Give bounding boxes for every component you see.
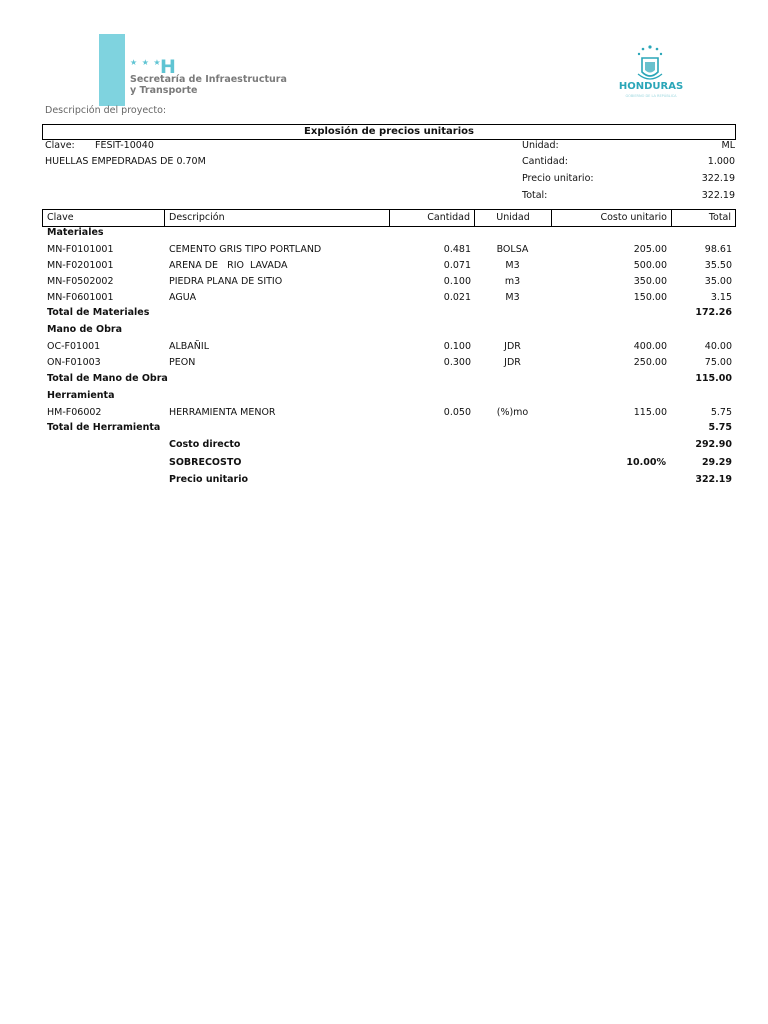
clave-label: Clave: [45, 140, 75, 151]
table-row [0, 406, 768, 420]
col-unidad: Unidad [475, 210, 552, 226]
row-total: 35.50 [704, 260, 732, 271]
sobrecosto-label: SOBRECOSTO [169, 457, 242, 468]
summary-sobrecosto [0, 456, 768, 470]
costo-directo-value: 292.90 [695, 439, 732, 450]
section-title: Materiales [47, 227, 104, 238]
section-total-row [0, 421, 768, 435]
logo-bar [99, 34, 125, 106]
cantidad-value: 1.000 [707, 156, 735, 167]
row-unidad: M3 [505, 260, 520, 271]
costo-directo-label: Costo directo [169, 439, 241, 450]
row-unidad: JDR [504, 357, 521, 368]
row-cantidad: 0.100 [443, 276, 471, 287]
unidad-value: ML [721, 140, 735, 151]
section-mano-de-obra [0, 323, 768, 337]
section-herramienta [0, 389, 768, 403]
summary-precio-unitario [0, 473, 768, 487]
section-total-row [0, 306, 768, 320]
row-descripcion: PEON [169, 357, 196, 368]
section-title: Herramienta [47, 390, 115, 401]
precio-unitario-value: 322.19 [701, 173, 735, 184]
table-row [0, 340, 768, 354]
table-row [0, 259, 768, 273]
row-clave: MN-F0101001 [47, 244, 114, 255]
row-total: 98.61 [704, 244, 732, 255]
unidad-label: Unidad: [522, 140, 559, 151]
row-cantidad: 0.021 [443, 292, 471, 303]
row-costo: 350.00 [633, 276, 667, 287]
row-costo: 500.00 [633, 260, 667, 271]
sobrecosto-percent: 10.00% [626, 457, 666, 468]
info-row-precio [0, 172, 768, 186]
row-total: 3.15 [710, 292, 732, 303]
section-total-label: Total de Herramienta [47, 422, 161, 433]
table-row [0, 291, 768, 305]
col-clave: Clave [43, 210, 165, 226]
clave-value: FESIT-10040 [95, 140, 154, 151]
info-row-descripcion [0, 155, 768, 169]
section-total-value: 172.26 [695, 307, 732, 318]
row-descripcion: CEMENTO GRIS TIPO PORTLAND [169, 244, 322, 255]
precio-unitario-summary-value: 322.19 [695, 474, 732, 485]
row-clave: OC-F01001 [47, 341, 101, 352]
logo-line-1: Secretaría de Infraestructura [130, 74, 287, 85]
logo-stars: ★ ★ ★ [130, 58, 162, 67]
row-costo: 400.00 [633, 341, 667, 352]
row-descripcion: AGUA [169, 292, 197, 303]
row-cantidad: 0.100 [443, 341, 471, 352]
row-total: 40.00 [704, 341, 732, 352]
row-unidad: (%)mo [496, 407, 529, 418]
summary-costo-directo [0, 438, 768, 452]
row-costo: 150.00 [633, 292, 667, 303]
row-cantidad: 0.481 [443, 244, 471, 255]
section-total-label: Total de Materiales [47, 307, 150, 318]
logo-h: H [160, 56, 176, 78]
country-subtitle: GOBIERNO DE LA REPÚBLICA [625, 94, 677, 98]
item-description: HUELLAS EMPEDRADAS DE 0.70M [45, 156, 206, 167]
row-clave: HM-F06002 [47, 407, 102, 418]
row-costo: 205.00 [633, 244, 667, 255]
precio-unitario-summary-label: Precio unitario [169, 474, 249, 485]
logo-line-2: y Transporte [130, 85, 198, 96]
logo-text [130, 74, 287, 96]
sobrecosto-value: 29.29 [701, 457, 732, 468]
section-total-value: 115.00 [695, 373, 732, 384]
row-cantidad: 0.071 [443, 260, 471, 271]
col-costo-unitario: Costo unitario [552, 210, 672, 226]
honduras-emblem-icon [634, 44, 666, 82]
row-costo: 115.00 [633, 407, 667, 418]
row-cantidad: 0.300 [443, 357, 471, 368]
info-row-clave [0, 139, 768, 153]
info-row-total [0, 189, 768, 203]
section-total-row [0, 372, 768, 386]
section-materiales [0, 226, 768, 240]
row-descripcion: PIEDRA PLANA DE SITIO [169, 276, 283, 287]
page-title: Explosión de precios unitarios [42, 124, 736, 140]
row-costo: 250.00 [633, 357, 667, 368]
section-total-label: Total de Mano de Obra [47, 373, 168, 384]
row-total: 35.00 [704, 276, 732, 287]
row-clave: MN-F0201001 [47, 260, 114, 271]
row-total: 5.75 [710, 407, 732, 418]
col-descripcion: Descripción [165, 210, 390, 226]
col-total: Total [708, 212, 731, 223]
row-clave: MN-F0601001 [47, 292, 114, 303]
row-unidad: m3 [504, 276, 521, 287]
total-value: 322.19 [701, 190, 735, 201]
table-row [0, 356, 768, 370]
row-clave: MN-F0502002 [47, 276, 114, 287]
row-descripcion: ARENA DE RIO LAVADA [169, 260, 288, 271]
row-unidad: M3 [505, 292, 520, 303]
total-label: Total: [522, 190, 548, 201]
project-description-label: Descripción del proyecto: [45, 105, 167, 116]
row-cantidad: 0.050 [443, 407, 471, 418]
table-row [0, 243, 768, 257]
row-descripcion: ALBAÑIL [169, 341, 210, 352]
row-unidad: BOLSA [496, 244, 529, 255]
section-total-value: 5.75 [708, 422, 732, 433]
country-name: HONDURAS [618, 81, 684, 92]
table-row [0, 275, 768, 289]
section-title: Mano de Obra [47, 324, 122, 335]
precio-unitario-label: Precio unitario: [522, 173, 594, 184]
row-descripcion: HERRAMIENTA MENOR [169, 407, 276, 418]
table-header [42, 209, 736, 227]
row-total: 75.00 [704, 357, 732, 368]
row-clave: ON-F01003 [47, 357, 101, 368]
col-cantidad: Cantidad [390, 210, 475, 226]
row-unidad: JDR [504, 341, 521, 352]
cantidad-label: Cantidad: [522, 156, 568, 167]
